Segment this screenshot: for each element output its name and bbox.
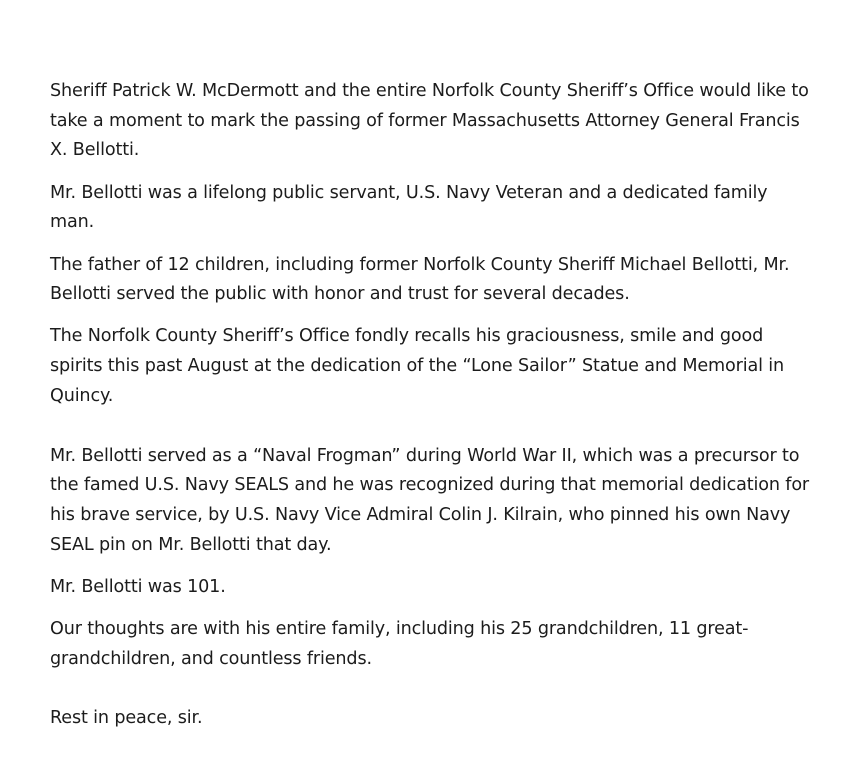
paragraph-opening: Sheriff Patrick W. McDermott and the entire Norfolk County Sheriff’s Office would like to take a moment to mark the passing of former Massachusetts Attorney General Francis X. Bellotti.	[50, 81, 809, 161]
paragraph-family: Our thoughts are with his entire family, including his 25 grandchildren, 11 great-grandchildren, and countless friends.	[50, 619, 749, 669]
statement-document	[50, 77, 810, 747]
paragraph-father: The father of 12 children, including former Norfolk County Sheriff Michael Bellotti, Mr. Bellotti served the public with honor and trust for several decades.	[50, 254, 790, 305]
paragraph-public-servant: Mr. Bellotti was a lifelong public servant, U.S. Navy Veteran and a dedicated family man.	[50, 182, 768, 233]
paragraph-closing: Rest in peace, sir.	[50, 708, 203, 729]
paragraph-naval-frogman: Mr. Bellotti served as a “Naval Frogman” during World War II, which was a precursor to the famed U.S. Navy SEALS and he was recognized during that memorial dedication for his brave service, by U.S. Navy Vice Admiral Colin J. Kilrain, who pinned his own Navy SEAL pin on Mr. Bellotti that day.	[50, 445, 810, 555]
paragraph-age: Mr. Bellotti was 101.	[50, 576, 226, 597]
paragraph-lone-sailor: The Norfolk County Sheriff’s Office fondly recalls his graciousness, smile and good spirits this past August at the dedication of the “Lone Sailor” Statue and Memorial in Quincy.	[50, 326, 785, 406]
